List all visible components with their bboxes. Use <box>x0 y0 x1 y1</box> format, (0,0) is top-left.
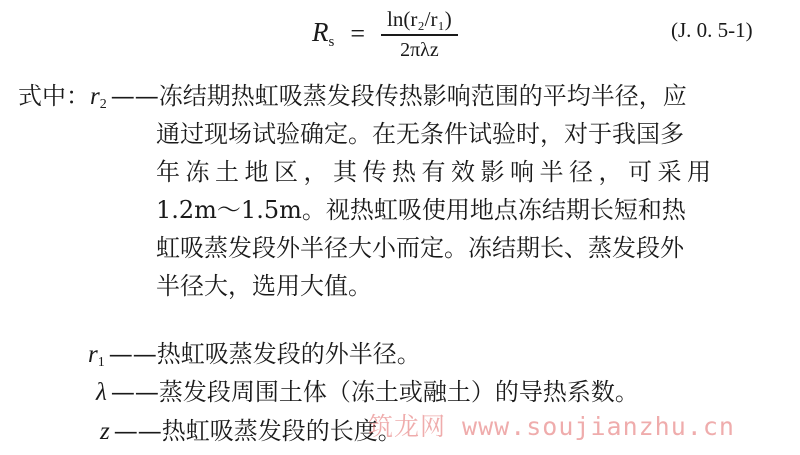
term-r1 <box>88 337 421 380</box>
term-dash: —— <box>108 340 157 368</box>
equation-number: (J. 0. 5-1) <box>671 18 753 42</box>
term-r2-first-line <box>18 79 687 122</box>
watermark: 筑龙网 www.soujianzhu.cn <box>368 412 735 441</box>
formula-lhs <box>312 17 334 51</box>
fraction-denominator: 2πλz <box>400 38 439 61</box>
term-text-line: 半径大，选用大值。 <box>156 272 372 300</box>
term-text-line: 冻结期热虹吸蒸发段传热影响范围的平均半径，应 <box>158 82 687 110</box>
fraction-numerator: ln(r₂/r₁) <box>387 7 452 32</box>
term-symbol: $r_1$ <box>88 341 105 370</box>
term-symbol: $r_2$ <box>90 83 107 112</box>
term-text-line: 通过现场试验确定。在无条件试验时，对于我国多 <box>156 120 684 148</box>
term-dash: —— <box>110 82 159 110</box>
where-label: 式中： <box>18 82 90 110</box>
term-z <box>100 414 402 449</box>
term-text-line: 虹吸蒸发段外半径大小而定。冻结期长、蒸发段外 <box>156 234 684 262</box>
equals-sign: = <box>350 19 366 48</box>
term-symbol: λ <box>96 379 107 406</box>
term-symbol: z <box>100 418 110 445</box>
term-text-line: 热虹吸蒸发段的外半径。 <box>156 340 421 368</box>
term-dash: —— <box>110 378 159 406</box>
term-dash: —— <box>113 417 162 445</box>
lhs-symbol: R <box>312 17 329 47</box>
term-lambda <box>96 375 639 410</box>
lhs-subscript: s <box>328 34 335 50</box>
formula <box>312 4 458 64</box>
term-text-line: 年冻土地区，其传热有效影响半径，可采用 <box>156 158 717 186</box>
term-text-line: 蒸发段周围土体（冻土或融土）的导热系数。 <box>158 378 639 406</box>
term-text-line: 1.2m～1.5m。视热虹吸使用地点冻结期长短和热 <box>156 196 686 224</box>
fraction <box>381 6 458 62</box>
term-text-line: 热虹吸蒸发段的长度。 <box>161 417 402 445</box>
